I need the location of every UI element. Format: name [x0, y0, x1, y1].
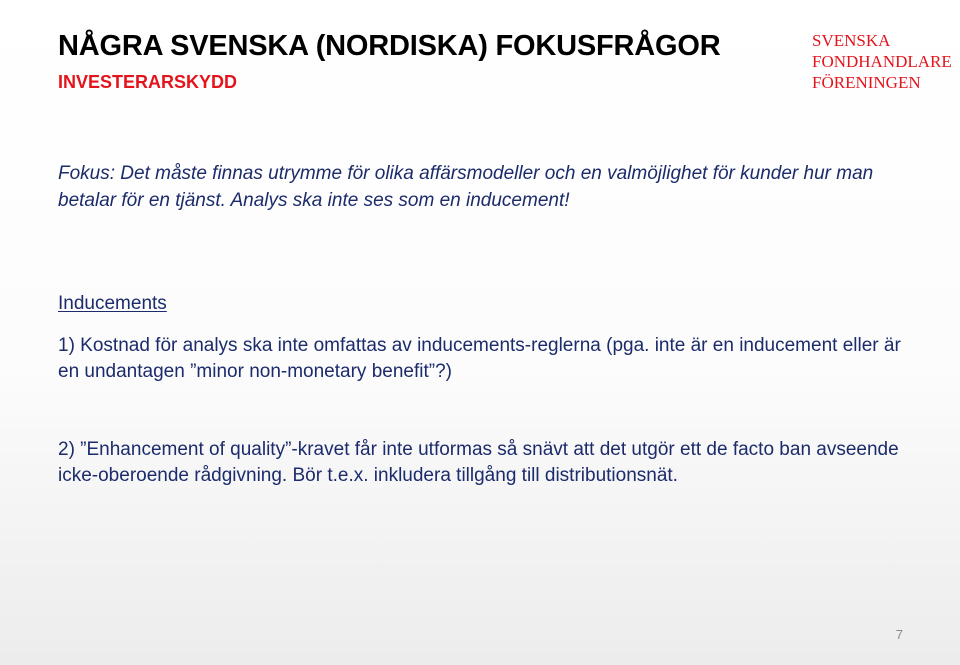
association-logo — [812, 30, 952, 93]
logo-line-1: SVENSKA — [812, 31, 891, 50]
focus-statement: Fokus: Det måste finnas utrymme för olika affärsmodeller och en valmöjlighet för kunder hur man betalar för en tjänst. Analys ska inte ses som en inducement! — [58, 163, 874, 211]
section-heading: Inducements — [58, 293, 167, 314]
logo-line-3: FÖRENINGEN — [812, 73, 921, 92]
slide-title: NÅGRA SVENSKA (NORDISKA) FOKUSFRÅGOR — [58, 30, 721, 62]
point-1: 1) Kostnad för analys ska inte omfattas av inducements-reglerna (pga. inte är en inducement eller är en undantagen ”minor non-monetary benefit”?) — [58, 335, 901, 382]
point-2: 2) ”Enhancement of quality”-kravet får inte utformas så snävt att det utgör ett de facto ban avseende icke-oberoende rådgivning. Bör t.e.x. inkludera tillgång till distributionsnät. — [58, 439, 899, 486]
slide-subtitle: INVESTERARSKYDD — [58, 72, 238, 92]
page-number: 7 — [895, 627, 903, 642]
logo-line-2: FONDHANDLARE — [812, 52, 952, 71]
